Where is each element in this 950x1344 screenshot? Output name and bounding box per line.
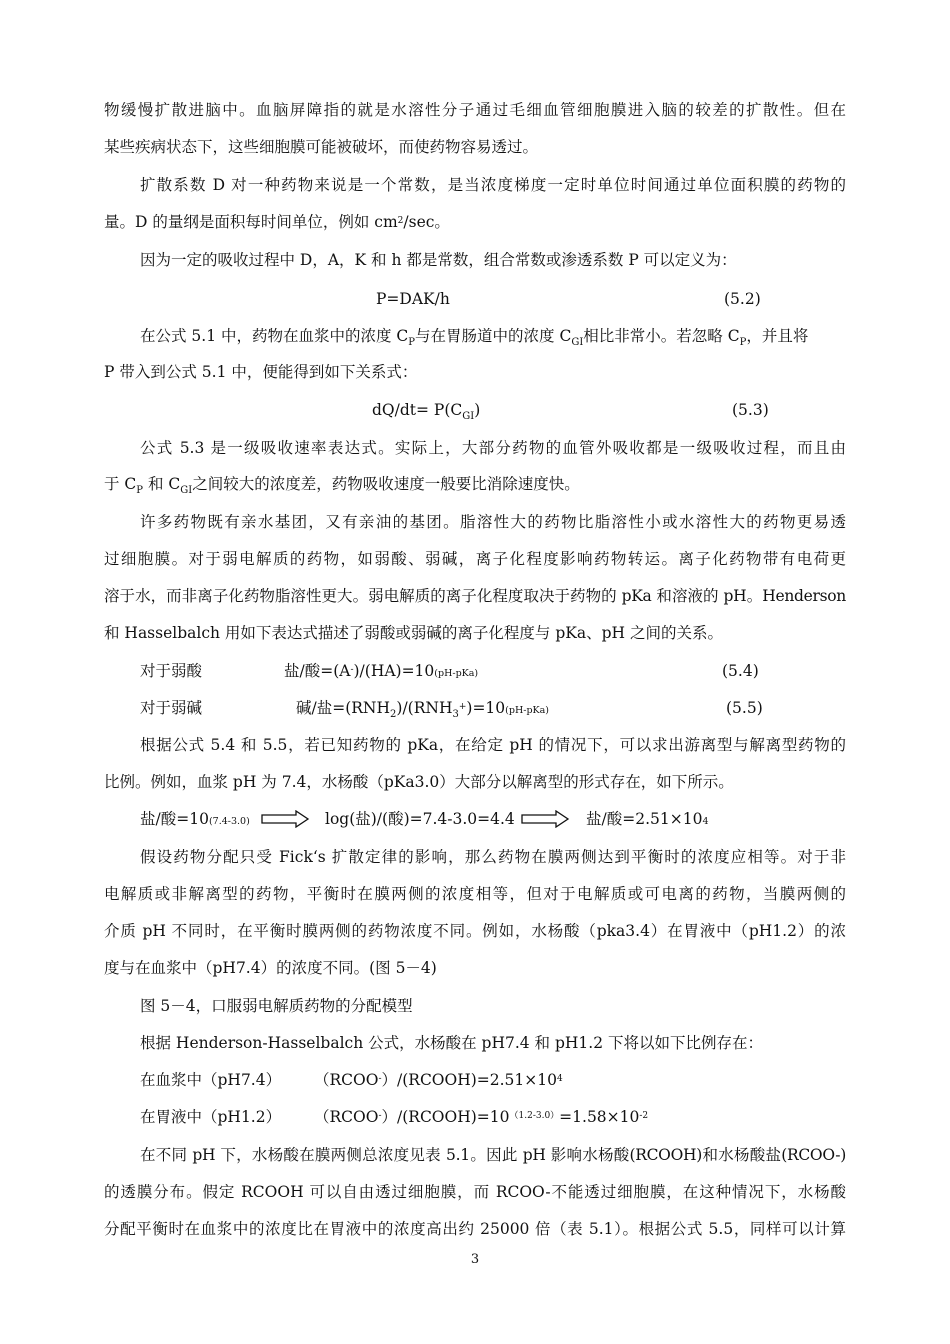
body-line: 扩散系数 D 对一种药物来说是一个常数，是当浓度梯度一定时单位时间通过单位面积膜的药物的	[140, 176, 846, 194]
body-line: 的透膜分布。假定 RCOOH 可以自由透过细胞膜，而 RCOO-不能透过细胞膜，在这种情况下，水杨酸	[104, 1183, 846, 1201]
equation-label: 对于弱酸	[140, 662, 203, 680]
double-arrow-icon	[520, 810, 570, 828]
ratio-label: 在血浆中（pH7.4）	[140, 1071, 282, 1089]
body-line: 比例。例如，血浆 pH 为 7.4，水杨酸（pKa3.0）大部分以解离型的形式存在，如下所示。	[104, 773, 734, 791]
body-line: 电解质或非解离型的药物，平衡时在膜两侧的浓度相等，但对于电解质或可电离的药物，当膜两侧的	[104, 885, 846, 903]
body-line: 在不同 pH 下，水杨酸在膜两侧总浓度见表 5.1。因此 pH 影响水杨酸(RCOOH)和水杨酸盐(RCOO-)	[140, 1146, 846, 1164]
equation-number: (5.2)	[724, 290, 761, 308]
equation-5-3: $dQ/dt= P(C_{GI})$	[372, 401, 481, 422]
body-line: 分配平衡时在血浆中的浓度比在胃液中的浓度高出约 25000 倍（表 5.1）。根据公式 5.5，同样可以计算	[104, 1220, 846, 1238]
body-line: 过细胞膜。对于弱电解质的药物，如弱酸、弱碱，离子化程度影响药物转运。离子化药物带有电荷更	[104, 550, 846, 568]
example-step-2: log(盐)/(酸)=7.4-3.0=4.4	[325, 810, 515, 828]
body-line: 公式 5.3 是一级吸收速率表达式。实际上，大部分药物的血管外吸收都是一级吸收过程，而且由	[140, 439, 846, 457]
body-line: 在公式 5.1 中，药物在血浆中的浓度 $C_P$与在胃肠道中的浓度 $C_{GI}$相比非常小。若忽略 $C_P$，并且将	[140, 327, 809, 348]
equation-5-4: 盐/酸=(A-)/(HA)=10(pH-pKa)	[284, 662, 479, 680]
ratio-gastric: $(RCOO^-)/(RCOOH)=10^{(1.2-3.0)}=1.58\times 10^{-2}$	[314, 1108, 649, 1126]
equation-label: 对于弱碱	[140, 699, 203, 717]
page-number: 3	[470, 1252, 480, 1267]
ratio-label: 在胃液中（pH1.2）	[140, 1108, 282, 1126]
ratio-plasma: $(RCOO^-)/(RCOOH)=2.51\times 10^4$	[314, 1071, 563, 1089]
body-line: 根据公式 5.4 和 5.5，若已知药物的 pKa，在给定 pH 的情况下，可以求出游离型与解离型药物的	[140, 736, 846, 754]
equation-number: (5.5)	[726, 699, 763, 717]
body-line: 介质 pH 不同时，在平衡时膜两侧的药物浓度不同。例如，水杨酸（pka3.4）在胃液中（pH1.2）的浓	[104, 922, 846, 940]
body-line: 假设药物分配只受 Fick‘s 扩散定律的影响，那么药物在膜两侧达到平衡时的浓度应相等。对于非	[140, 848, 846, 866]
body-line: 度与在血浆中（pH7.4）的浓度不同。(图 5－4)	[104, 959, 437, 977]
figure-caption: 图 5－4，口服弱电解质药物的分配模型	[140, 997, 413, 1015]
body-line: 和 Hasselbalch 用如下表达式描述了弱酸或弱碱的离子化程度与 pKa、pH 之间的关系。	[104, 624, 723, 642]
body-line: 根据 Henderson-Hasselbalch 公式，水杨酸在 pH7.4 和 pH1.2 下将以如下比例存在：	[140, 1034, 764, 1052]
double-arrow-icon	[260, 810, 310, 828]
equation-5-2: P=DAK/h	[376, 290, 450, 308]
body-line: 溶于水，而非离子化药物脂溶性更大。弱电解质的离子化程度取决于药物的 pKa 和溶液的 pH。Henderson	[104, 587, 846, 605]
body-line: P 带入到公式 5.1 中，便能得到如下关系式：	[104, 363, 418, 381]
body-line: 物缓慢扩散进脑中。血脑屏障指的就是水溶性分子通过毛细血管细胞膜进入脑的较差的扩散性。但在	[104, 101, 846, 119]
body-line: 许多药物既有亲水基团，又有亲油的基团。脂溶性大的药物比脂溶性小或水溶性大的药物更易透	[140, 513, 846, 531]
body-line: 于 $C_P$ 和 $C_{GI}$之间较大的浓度差，药物吸收速度一般要比消除速度快。	[104, 475, 580, 496]
body-line: 量。D 的量纲是面积每时间单位，例如 $cm^2/\sec$。	[104, 213, 450, 231]
equation-number: (5.4)	[722, 662, 759, 680]
example-step-3: 盐/酸=2.51×104	[586, 810, 709, 828]
example-step-1: 盐/酸=10(7.4-3.0)	[140, 810, 250, 828]
body-line: 某些疾病状态下，这些细胞膜可能被破坏，而使药物容易透过。	[104, 138, 539, 156]
equation-5-5: 碱/盐$=(RNH_2)/(RNH_3^+)=10(pH-pKa)$	[296, 699, 549, 720]
equation-number: (5.3)	[732, 401, 769, 419]
body-line: 因为一定的吸收过程中 D，A，K 和 h 都是常数，组合常数或渗透系数 P 可以定义为：	[140, 251, 737, 269]
